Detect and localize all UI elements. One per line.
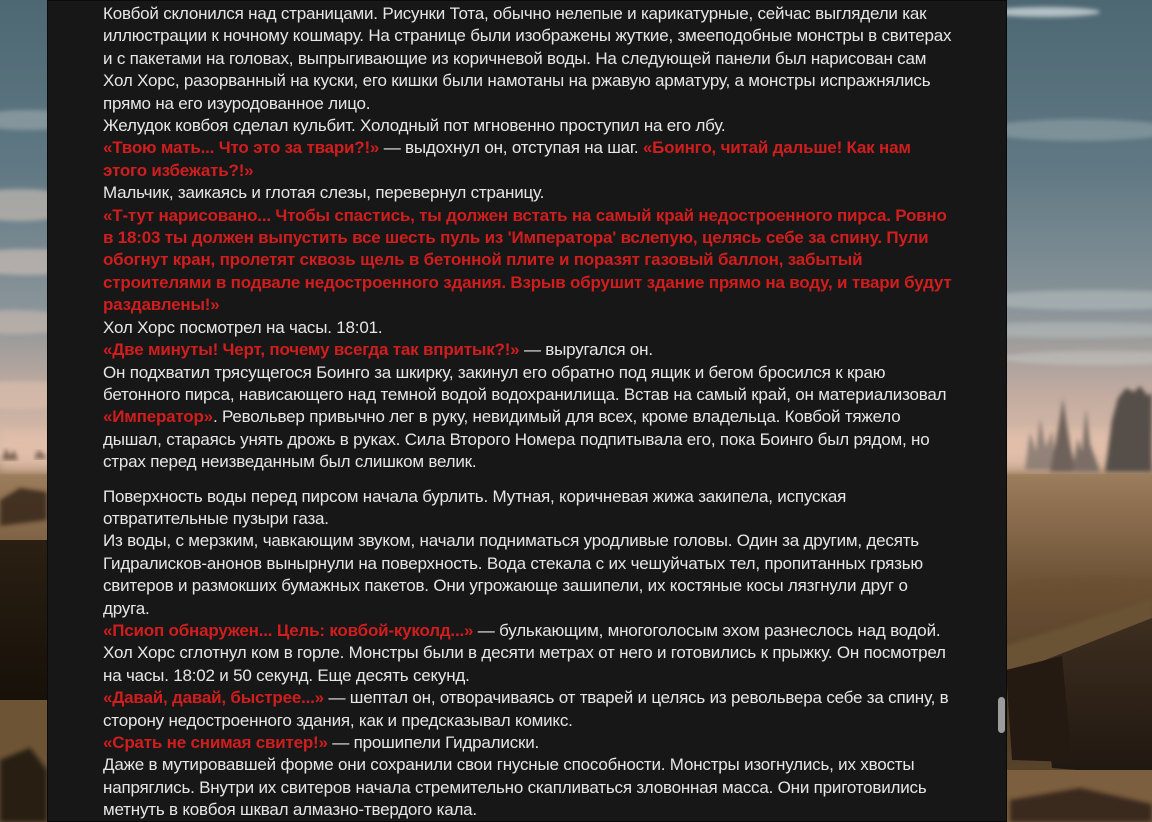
- story-block: [103, 3, 956, 474]
- narration-text: Даже в мутировавшей форме они сохранили свои гнусные способности. Монстры изогнулись, их хвосты напряглись. Внутри их свитеров начала стремительно скапливаться зловонная масса. Они приготовились метнуть в ковбоя шквал алмазно-твердого кала.: [103, 755, 932, 820]
- story-paragraph: [103, 530, 956, 620]
- narration-text: — шептал он, отворачиваясь от тварей и целясь из револьвера себе за спину, в сторону недостроенного здания, как и предсказывал комикс.: [103, 688, 953, 730]
- narration-text: Желудок ковбоя сделал кульбит. Холодный пот мгновенно проступил на его лбу.: [103, 116, 726, 136]
- story-paragraph: [103, 754, 956, 821]
- story-paragraph: [103, 115, 956, 137]
- story-paragraph: [103, 362, 956, 474]
- story-paragraph: [103, 339, 956, 361]
- story-paragraph: [103, 137, 956, 182]
- story-block: [103, 486, 956, 822]
- narration-text: Из воды, с мерзким, чавкающим звуком, начали подниматься уродливые головы. Один за другим, десять Гидралисков-анонов вынырнули на поверхность. Вода стекала с их чешуйчатых тел, пропитанных грязью свитеров и размокших бумажных пакетов. Они угрожающе зашипели, их костяные косы лязгнули друг о друга.: [103, 531, 928, 618]
- quote-text: «Псиоп обнаружен... Цель: ковбой-куколд...»: [103, 620, 474, 640]
- story-paragraph: [103, 687, 956, 732]
- narration-text: — выругался он.: [519, 340, 653, 360]
- quote-text: «Т-тут нарисовано... Чтобы спастись, ты должен встать на самый край недостроенного пирса. Ровно в 18:03 ты должен выпустить все шесть пуль из 'Императора' вслепую, целясь себе за спину. Пули обогнут кран, пролетят сквозь щель в бетонной плите и поразят газовый баллон, забытый строителями в подвале недостроенного здания. Взрыв обрушит здание прямо на воду, и твари будут раздавлены!»: [103, 205, 957, 315]
- narration-text: . Револьвер привычно лег в руку, невидимый для всех, кроме владельца. Ковбой тяжело дышал, стараясь унять дрожь в руках. Сила Второго Номера подпитывала его, пока Боинго был рядом, но страх перед неизведанным был слишком велик.: [103, 407, 935, 472]
- narration-text: Хол Хорс сглотнул ком в горле. Монстры были в десяти метрах от него и готовились к прыжку. Он посмотрел на часы. 18:02 и 50 секунд. Еще десять секунд.: [103, 643, 951, 685]
- narration-text: — булькающим, многоголосым эхом разнеслось над водой.: [473, 620, 941, 640]
- quote-text: «Император»: [103, 407, 213, 427]
- narration-text: Ковбой склонился над страницами. Рисунки Тота, обычно нелепые и карикатурные, сейчас выглядели как иллюстрации к ночному кошмару. На странице были изображены жуткие, змееподобные монстры в свитерах и с пакетами на головах, выпрыгивающие из коричневой воды. На следующей панели был нарисован сам Хол Хорс, разорванный на куски, его кишки были намотаны на ржавую арматуру, а монстры испражнялись прямо на его изуродованное лицо.: [103, 4, 956, 113]
- story-paragraph: [103, 642, 956, 687]
- story-paragraph: [103, 732, 956, 754]
- scrollbar-thumb[interactable]: [998, 697, 1005, 733]
- story-text: [103, 3, 956, 822]
- story-paragraph: [103, 3, 956, 115]
- story-paragraph: [103, 486, 956, 531]
- quote-text: «Боинго, читай дальше! Как нам этого избежать?!»: [103, 138, 916, 180]
- quote-text: «Две минуты! Черт, почему всегда так впритык?!»: [103, 340, 520, 360]
- story-paragraph: [103, 317, 956, 339]
- story-paragraph: [103, 182, 956, 204]
- narration-text: — выдохнул он, отступая на шаг.: [379, 138, 643, 158]
- story-paragraph: [103, 620, 956, 642]
- reader-text-panel: [47, 0, 1007, 822]
- story-paragraph: [103, 205, 956, 317]
- quote-text: «Давай, давай, быстрее...»: [103, 688, 324, 708]
- narration-text: — прошипели Гидралиски.: [327, 733, 540, 752]
- quote-text: «Срать не снимая свитер!»: [103, 733, 328, 752]
- narration-text: Мальчик, заикаясь и глотая слезы, перевернул страницу.: [103, 183, 545, 203]
- quote-text: «Твою мать... Что это за твари?!»: [103, 138, 380, 158]
- narration-text: Хол Хорс посмотрел на часы. 18:01.: [103, 317, 383, 337]
- narration-text: Поверхность воды перед пирсом начала бурлить. Мутная, коричневая жижа закипела, испуская отвратительные пузыри газа.: [103, 486, 851, 528]
- narration-text: Он подхватил трясущегося Боинго за шкирку, закинул его обратно под ящик и бегом бросился к краю бетонного пирса, нависающего над темной водой водохранилища. Встав на самый край, он материализовал: [103, 362, 951, 404]
